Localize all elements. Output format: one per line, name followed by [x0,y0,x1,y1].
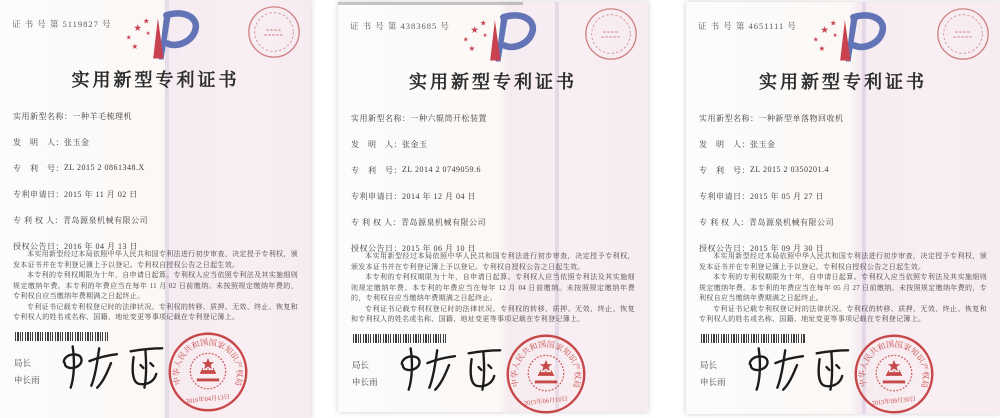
field-row-filing-date [699,191,982,202]
official-seal [504,332,588,416]
official-seal [852,332,936,416]
field-label: 授权公告日： [351,244,402,253]
svg-text:★: ★ [812,36,819,44]
seal-circular-text: 中华人民共和国国家知识产权局 [509,339,583,389]
field-value: 青岛源泉机械有限公司 [749,218,834,227]
verification-stamp-icon [245,3,303,61]
field-value: 张金玉 [402,140,428,149]
certificate-body-text [351,251,635,325]
field-label: 专 利 号： [13,164,64,173]
field-value: 2015 年 09 月 30 日 [750,244,824,253]
field-row-filing-date [351,191,630,202]
field-row-patentee [699,217,982,228]
body-paragraph-2: 本专利的专利权期限为十年，自申请日起算。专利权人应当依照专利法及其实施细则规定缴纳年费。本专利的年费应当在每年 12 月 04 日前缴纳。未按照规定缴纳年费的，专利权自应当缴纳年费期满之日起终止。 [351,273,635,302]
field-value: 2016 年 04 月 13 日 [64,242,138,251]
svg-text:★: ★ [482,33,488,39]
svg-text:★: ★ [468,44,476,54]
field-label: 授权公告日： [699,244,750,253]
director-signature [52,336,170,400]
director-signature [390,338,508,402]
director-label: 局长 [14,358,32,368]
svg-text:★: ★ [145,31,151,37]
verification-stamp-icon [582,5,640,63]
svg-text:★: ★ [132,24,142,35]
seal-date: 2015年09月30日 [871,395,917,408]
field-value: 一种六辊筒开松装置 [410,114,487,123]
field-row-patentee [351,217,630,228]
field-label: 授权公告日： [13,242,64,251]
director-block [14,355,40,389]
body-paragraph-1: 本实用新型经过本局依照中华人民共和国专利法进行初步审查，决定授予专利权，颁发本证书并在专利登记簿上予以登记。专利权自授权公告之日起生效。 [13,250,298,269]
field-row-inventor [699,139,982,150]
field-value: 2014 年 12 月 04 日 [402,192,476,201]
field-label: 专利申请日： [351,192,402,201]
field-label: 发 明 人： [699,140,750,149]
svg-text:★: ★ [470,26,479,37]
field-row-name [13,111,293,122]
director-name: 申长雨 [700,377,726,387]
field-list [13,111,293,267]
certificate-title: 实用新型专利证书 [409,72,577,92]
field-label: 专 利 号： [351,166,402,175]
seal-circular-text: 中华人民共和国国家知识产权局 [171,337,245,387]
field-label: 专利申请日： [699,192,750,201]
svg-text:★: ★ [142,16,150,26]
certificate-title: 实用新型专利证书 [71,70,240,90]
field-value: 2015 年 11 月 02 日 [64,190,138,199]
field-label: 实用新型名称： [351,114,411,123]
svg-text:★: ★ [125,34,132,42]
field-label: 实用新型名称： [699,114,759,123]
body-paragraph-3: 专利证书记载专利权登记时的法律状况。专利权的转移、质押、无效、终止、恢复和专利权人的姓名或名称、国籍、地址变更等事项记载在专利登记簿上。 [13,302,298,321]
svg-text:★: ★ [829,18,837,28]
field-row-patent-no [351,165,630,176]
field-label: 专 利 权 人： [13,216,63,225]
field-list [351,113,630,269]
field-row-inventor [13,137,293,148]
seal-date: 2015年06月10日 [523,395,569,408]
sipo-logo-icon [802,8,896,66]
field-label: 专利申请日： [13,190,64,199]
field-value: 一种新型单落物回收机 [758,114,844,123]
field-row-patent-no [699,165,982,176]
director-name: 申长雨 [352,377,378,387]
body-paragraph-2: 本专利的专利权期限为十年，自申请日起算。专利权人应当依照专利法及其实施细则规定缴纳年费。本专利的年费应当在每年 05 月 27 日前缴纳。未按照规定缴纳年费的，专利权自应当缴纳年费期满之日起终止。 [699,273,987,302]
field-value: 2015 年 05 月 27 日 [750,192,824,201]
field-label: 发 明 人： [351,140,402,149]
certificate-2 [338,2,648,412]
field-row-patentee [13,215,293,226]
sipo-logo-icon [114,6,208,64]
field-label: 专 利 号： [699,166,750,175]
director-label: 局长 [352,360,370,370]
field-row-name [699,113,982,124]
director-label: 局长 [700,360,718,370]
field-value: ZL 2015 2 0350201.4 [750,165,829,174]
field-value: 青岛源泉机械有限公司 [63,216,148,225]
field-list [699,113,982,269]
body-paragraph-2: 本专利的专利权期限为十年，自申请日起算。专利权人应当依照专利法及其实施细则规定缴纳年费。本专利的年费应当在每年 11 月 02 日前缴纳。未按照规定缴纳年费的，专利权自应当缴纳年费期满之日起终止。 [13,271,298,300]
svg-text:★: ★ [462,36,469,44]
svg-text:★: ★ [818,44,826,54]
field-label: 专 利 权 人： [351,218,401,227]
field-value: ZL 2014 2 0749059.6 [402,165,481,174]
field-value: 一种羊毛梳理机 [72,112,132,121]
svg-text:★: ★ [820,26,829,37]
director-block [352,357,378,391]
body-paragraph-1: 本实用新型经过本局依照中华人民共和国专利法进行初步审查，决定授予专利权，颁发本证书并在专利登记簿上予以登记。专利权自授权公告之日起生效。 [351,252,635,271]
field-value: ZL 2015 2 0861348.X [64,163,145,172]
director-name: 申长雨 [14,375,40,385]
certificate-title: 实用新型专利证书 [759,72,927,92]
certificate-1 [0,0,311,418]
field-row-inventor [351,139,630,150]
verification-stamp-icon [934,5,992,63]
body-paragraph-1: 本实用新型经过本局依照中华人民共和国专利法进行初步审查，决定授予专利权，颁发本证书并在专利登记簿上予以登记。专利权自授权公告之日起生效。 [699,252,987,271]
seal-circular-text: 中华人民共和国国家知识产权局 [857,339,931,389]
certificate-number: 证 书 号 第 5119827 号 [12,19,112,29]
certificate-number: 证 书 号 第 4651111 号 [698,21,797,31]
field-value: 张玉金 [64,138,90,147]
field-value: 2015 年 06 月 10 日 [402,244,476,253]
field-row-filing-date [13,189,293,200]
sipo-logo-icon [452,8,546,66]
field-value: 张玉金 [750,140,776,149]
body-paragraph-3: 专利证书记载专利权登记时的法律状况。专利权的转移、质押、无效、终止、恢复和专利权人的姓名或名称、国籍、地址变更等事项记载在专利登记簿上。 [699,304,987,323]
field-row-patent-no [13,163,293,174]
field-value: 青岛源泉机械有限公司 [401,218,486,227]
body-paragraph-3: 专利证书记载专利权登记时的法律状况。专利权的转移、质押、无效、终止、恢复和专利权人的姓名或名称、国籍、地址变更等事项记载在专利登记簿上。 [351,304,635,323]
field-label: 实用新型名称： [13,112,73,121]
certificate-body-text [699,251,987,325]
certificate-number: 证 书 号 第 4383685 号 [350,21,450,31]
certificate-body-text [13,249,298,323]
field-row-name [351,113,630,124]
svg-text:★: ★ [479,18,487,28]
director-signature [738,338,856,402]
svg-text:★: ★ [131,42,138,52]
field-label: 发 明 人： [13,138,64,147]
svg-text:★: ★ [832,33,838,39]
field-label: 专 利 权 人： [699,218,749,227]
director-block [700,357,726,391]
seal-date: 2016年04月13日 [185,393,231,406]
official-seal [166,330,250,414]
scan-edge-artifact [338,2,523,5]
certificate-3 [686,2,1000,414]
